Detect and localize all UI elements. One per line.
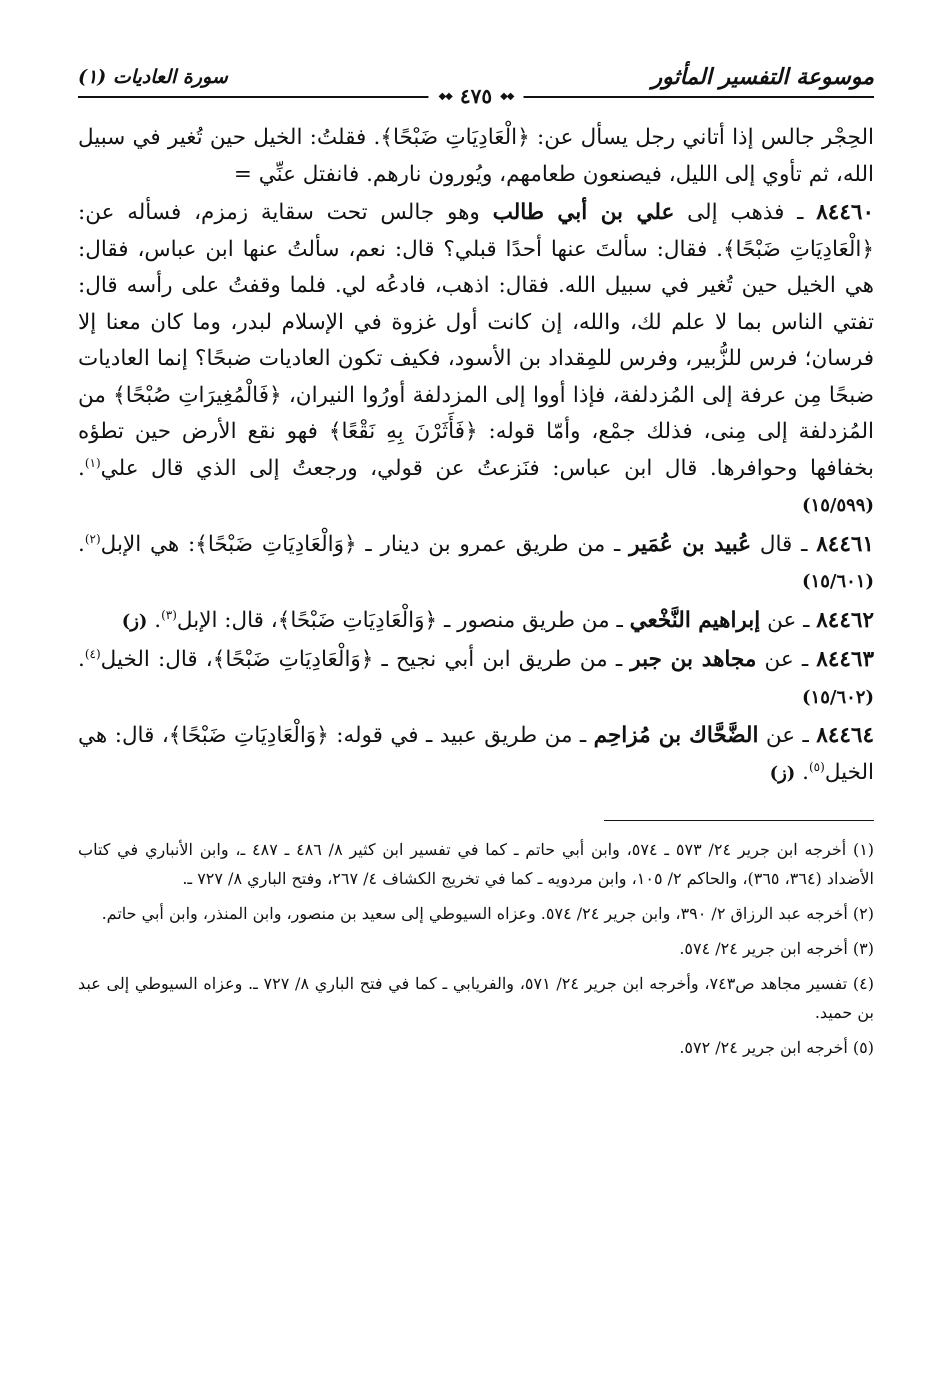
narrator-name: عُبيد بن عُمَير (629, 531, 752, 557)
hadith-number: ٨٤٤٦٠ (816, 200, 874, 225)
source-reference: (١٥/٦٠٢) (802, 686, 874, 708)
footnote-item: (٣) أخرجه ابن جرير ٢٤/ ٥٧٤. (679, 939, 874, 958)
text-segment: . فقلتُ: الخيل حين تُغير في سبيل الله، ثم تأوي إلى الليل، فيصنعون طعامهم، ويُورون نارهم. فانفتل عنِّي = (78, 125, 874, 187)
text-segment: ـ من طريق عبيد ـ في قوله: (328, 723, 594, 748)
text-segment: ـ عن (760, 607, 817, 633)
text-segment: ـ من طريق منصور ـ (437, 607, 630, 633)
ornament-icon: ◆◆ (500, 90, 514, 102)
text-segment: ، قال: الإبل (176, 607, 278, 633)
footnote-item: (٤) تفسير مجاهد ص٧٤٣، وأخرجه ابن جرير ٢٤/ ٥٧١، والفريابي ـ كما في فتح الباري ٨/ ٧٢٧ ـ. وعزاه السيوطي إلى عبد بن حميد. (78, 974, 874, 1022)
footnotes (78, 835, 874, 1062)
text-segment: الحِجْر جالس إذا أتاني رجل يسأل عن: (529, 125, 875, 150)
hadith-number: ٨٤٤٦١ (816, 531, 874, 557)
source-reference: (١٥/٦٠١) (802, 571, 874, 592)
ornament-icon: ◆◆ (438, 90, 452, 102)
page-number-box (428, 84, 523, 108)
footnote-marker[interactable]: (٤) (84, 646, 101, 661)
quran-quote: ﴿فَأَثَرْنَ بِهِ نَقْعًا﴾ (328, 419, 478, 444)
text-segment: ـ من طريق ابن أبي نجيح ـ (373, 647, 631, 672)
footnote-marker[interactable]: (٥) (808, 759, 825, 774)
footnote-marker[interactable]: (١) (84, 455, 101, 470)
hadith-8446: ٨٤٤٦٤ ـ عن الضَّحَّاك بن مُزاحِم ـ من طريق عبيد ـ في قوله: ﴿وَالْعَادِيَاتِ ضَبْحًا﴾، قال: هي الخيل$^{(٥)}$. (ز) (78, 723, 875, 785)
footnote-divider (604, 820, 874, 821)
text-segment: ، قال: هي الخيل (78, 723, 874, 785)
text-segment: فهو نقع الأرض حين تطؤه بخفافها وحوافرها. قال ابن عباس: فنَزعتُ عن قولي، ورجعتُ إلى الذي قال علي (78, 419, 874, 481)
footnote-item: (٢) أخرجه عبد الرزاق ٢/ ٣٩٠، وابن جرير ٢٤/ ٥٧٤. وعزاه السيوطي إلى سعيد بن منصور، وابن المنذر، وابن أبي حاتم. (101, 904, 874, 923)
footnote-marker[interactable]: (٢) (84, 531, 101, 546)
hadith-number: ٨٤٤٦٤ (816, 723, 875, 748)
hadith-8446: ٨٤٤٦٢ ـ عن إبراهيم النَّخْعي ـ من طريق منصور ـ ﴿وَالْعَادِيَاتِ ضَبْحًا﴾، قال: الإبل$^{(٣)}$. (ز) (121, 607, 874, 633)
text-segment: ـ عن (756, 647, 817, 672)
narrator-name: الضَّحَّاك بن مُزاحِم (593, 723, 759, 748)
source-reference: (ز) (121, 610, 148, 632)
quran-quote: ﴿وَالْعَادِيَاتِ ضَبْحًا﴾ (277, 607, 438, 633)
text-segment: من المُزدلفة إلى مِنى، فذلك جمْع، وأمّا قوله: (78, 382, 874, 444)
quran-quote: ﴿الْعَادِيَاتِ ضَبْحًا﴾ (722, 236, 874, 262)
main-text (78, 120, 874, 792)
narrator-name: علي بن أبي طالب (492, 200, 675, 225)
footnote-marker[interactable]: (٣) (161, 607, 177, 622)
quran-quote: ﴿وَالْعَادِيَاتِ ضَبْحًا﴾ (195, 531, 357, 557)
text-segment: ـ قال (751, 531, 817, 557)
quran-quote: ﴿الْعَادِيَاتِ ضَبْحًا﴾ (380, 125, 530, 150)
page-header (78, 58, 874, 108)
source-reference: (١٥/٥٩٩) (802, 495, 874, 516)
book-page (78, 58, 874, 1068)
hadith-8446: ٨٤٤٦٣ ـ عن مجاهد بن جبر ـ من طريق ابن أبي نجيح ـ ﴿وَالْعَادِيَاتِ ضَبْحًا﴾، قال: الخيل$^{(٤)}$. (١٥/٦٠٢) (78, 646, 875, 708)
hadith-number: ٨٤٤٦٣ (816, 647, 875, 672)
source-reference: (ز) (769, 762, 796, 784)
hadith-8446: ٨٤٤٦١ ـ قال عُبيد بن عُمَير ـ من طريق عمرو بن دينار ـ ﴿وَالْعَادِيَاتِ ضَبْحًا﴾: هي الإبل$^{(٢)}$. (١٥/٦٠١) (78, 531, 874, 592)
hadith-8446: ٨٤٤٦٠ ـ فذهب إلى علي بن أبي طالب وهو جالس تحت سقاية زمزم، فسأله عن: ﴿الْعَادِيَاتِ ضَبْحًا﴾. فقال: سألتَ عنها أحدًا قبلي؟ قال: نعم، سألتُ عنها ابن عباس، فقال: هي الخيل حين تُغير في سبيل الله. فقال: اذهب، فادعُه لي. فلما وقفتُ على رأسه قال: تفتي الناس بما لا علم لك، والله، إن كانت أول غزوة في الإسلام لبدر، وما كان معنا إلا فرسان؛ فرس للزُّبير، وفرس للمِقداد بن الأسود، فكيف تكون العاديات ضبحًا؟ إنما العاديات ضبحًا مِن عرفة إلى المُزدلفة، فإذا أووا إلى المزدلفة أورُوا النيران، ﴿فَالْمُغِيرَاتِ صُبْحًا﴾ من المُزدلفة إلى مِنى، فذلك جمْع، وأمّا قوله: ﴿فَأَثَرْنَ بِهِ نَقْعًا﴾ فهو نقع الأرض حين تطؤه بخفافها وحوافرها. قال ابن عباس: فنَزعتُ عن قولي، ورجعتُ إلى الذي قال علي$^{(١)}$. (١٥/٥٩٩) (78, 200, 875, 516)
footnote-item: (١) أخرجه ابن جرير ٢٤/ ٥٧٣ ـ ٥٧٤، وابن أبي حاتم ـ كما في تفسير ابن كثير ٨/ ٤٨٦ ـ ٤٨٧ ـ، وابن الأنباري في كتاب الأضداد (٣٦٤، ٣٦٥)، والحاكم ٢/ ١٠٥، وابن مردويه ـ كما في تخريج الكشاف ٤/ ٢٦٧، وفتح الباري ٨/ ٧٢٧ ـ. (78, 840, 875, 888)
quran-quote: ﴿وَالْعَادِيَاتِ ضَبْحًا﴾ (212, 647, 374, 672)
book-title: موسوعة التفسير المأثور (651, 64, 874, 90)
text-segment: ـ فذهب إلى (674, 200, 817, 225)
quran-quote: ﴿وَالْعَادِيَاتِ ضَبْحًا﴾ (168, 723, 329, 748)
paragraph-continuation (78, 120, 874, 193)
text-segment: . فقال: سألتَ عنها أحدًا قبلي؟ قال: نعم، سألتُ عنها ابن عباس، فقال: هي الخيل حين تُغير في سبيل الله. فقال: اذهب، فادعُه لي. فلما وقفتُ على رأسه قال: تفتي الناس بما لا علم لك، والله، إن كانت أول غزوة في الإسلام لبدر، وما كان معنا إلا فرسان؛ فرس للزُّبير، وفرس للمِقداد بن الأسود، فكيف تكون العاديات ضبحًا؟ إنما العاديات ضبحًا مِن عرفة إلى المُزدلفة، فإذا أووا إلى المزدلفة أورُوا النيران، (78, 236, 875, 408)
hadith-number: ٨٤٤٦٢ (816, 607, 874, 633)
narrator-name: إبراهيم النَّخْعي (629, 607, 761, 633)
text-segment: ـ من طريق عمرو بن دينار ـ (356, 531, 630, 557)
page-number: ٤٧٥ (459, 84, 493, 108)
quran-quote: ﴿فَالْمُغِيرَاتِ صُبْحًا﴾ (113, 382, 282, 408)
text-segment: ، قال: الخيل (100, 647, 213, 672)
narrator-name: مجاهد بن جبر (630, 647, 757, 672)
surah-title: سورة العاديات (١) (78, 66, 228, 88)
text-segment: ـ عن (758, 723, 817, 748)
text-segment: وهو جالس تحت سقاية زمزم، فسأله عن: (78, 200, 493, 225)
footnote-item: (٥) أخرجه ابن جرير ٢٤/ ٥٧٢. (679, 1038, 874, 1057)
text-segment: : هي الإبل (100, 531, 196, 557)
